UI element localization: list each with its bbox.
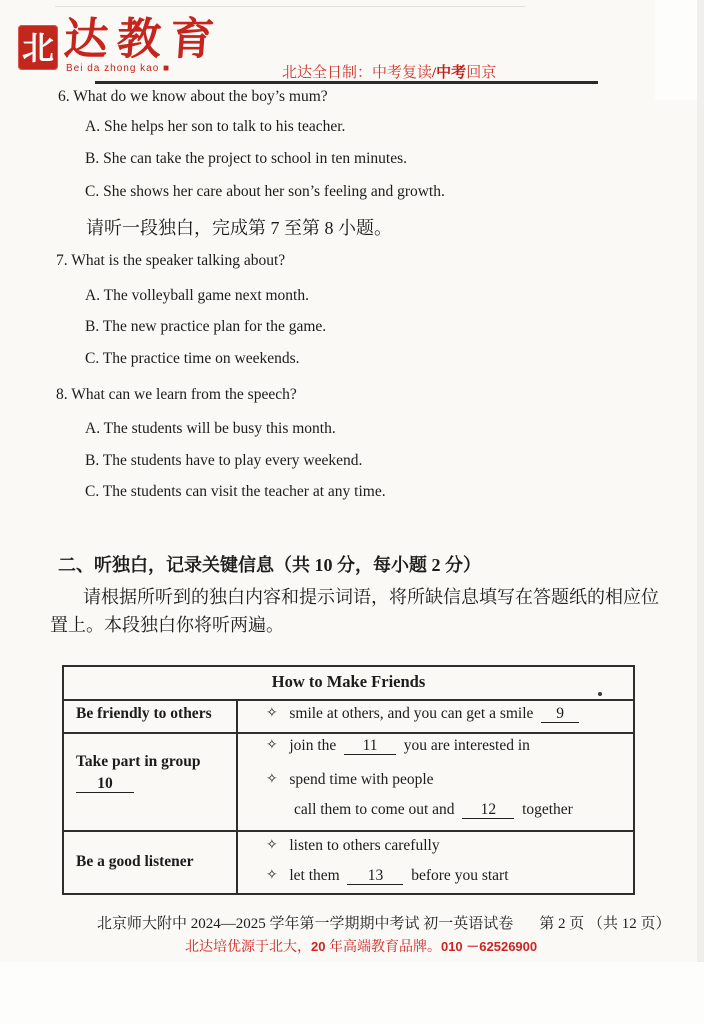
footer-promo-text2: 年高端教育品牌。 — [325, 940, 441, 955]
question-6-text: What do we know about the boy’s mum? — [73, 88, 328, 105]
table-rule-3 — [64, 830, 633, 832]
section-two-title: 二、听独白，记录关键信息（共 10 分，每小题 2 分） — [58, 555, 481, 575]
question-8 — [56, 386, 297, 404]
table-rule-1 — [64, 699, 633, 701]
table-row3-line2 — [266, 867, 509, 885]
question-7-option-c: C. The practice time on weekends. — [85, 350, 300, 367]
scan-corner-top-right — [655, 0, 697, 100]
table-column-divider — [236, 699, 238, 893]
section-two-instruction-line1: 请根据所听到的独白内容和提示词语，将所缺信息填写在答题纸的相应位 — [83, 587, 659, 607]
logo-brand-text: 达教育 — [62, 15, 225, 64]
footer-promo-bold1: 20 — [311, 939, 326, 954]
footer-phone-number: 010 －62526900 — [440, 939, 538, 954]
question-6-option-a: A. She helps her son to talk to his teacher. — [85, 118, 346, 135]
diamond-bullet-icon: ✧ — [266, 737, 278, 753]
question-6 — [58, 88, 328, 106]
how-to-make-friends-table — [62, 665, 635, 895]
footer-exam-info: 北京师大附中 2024—2025 学年第一学期期中考试 初一英语试卷 — [97, 916, 514, 932]
header-slogan — [282, 61, 496, 82]
question-8-number: 8. — [56, 386, 68, 403]
question-7-text: What is the speaker talking about? — [71, 252, 286, 269]
table-row3-left: Be a good listener — [76, 853, 194, 870]
footer-exam-line — [97, 912, 671, 933]
slogan-text-tail: 回京 — [466, 65, 497, 81]
table-row2-line1-post: you are interested in — [403, 737, 530, 754]
question-7-number: 7. — [56, 252, 68, 269]
diamond-bullet-icon: ✧ — [266, 867, 278, 883]
section-two-instruction-line2: 置上。本段独白你将听两遍。 — [50, 615, 284, 635]
table-title: How to Make Friends — [271, 672, 426, 691]
question-6-option-c: C. She shows her care about her son’s feeling and growth. — [85, 183, 445, 200]
scan-line-top — [55, 6, 525, 7]
diamond-bullet-icon: ✧ — [266, 705, 278, 721]
blank-9: 9 — [541, 705, 579, 723]
footer-promo-text1: 北达培优源于北大， — [185, 940, 311, 955]
question-7-option-b: B. The new practice plan for the game. — [85, 318, 327, 335]
table-row2-line1-pre: join the — [289, 737, 337, 754]
table-row2-line2-text: spend time with people — [289, 771, 434, 788]
scan-strip-bottom — [0, 962, 704, 1024]
table-row1-line1 — [266, 705, 579, 723]
logo-seal-char: 北 — [21, 29, 54, 66]
question-8-option-b: B. The students have to play every weekend. — [85, 452, 363, 469]
diamond-bullet-icon: ✧ — [266, 837, 278, 853]
footer-page-info: 第 2 页 （共 12 页） — [539, 916, 671, 932]
scan-edge-right — [697, 0, 704, 1024]
blank-10: 10 — [76, 775, 134, 793]
question-8-text: What can we learn from the speech? — [71, 386, 297, 403]
table-row2-line3-post: together — [522, 801, 573, 818]
diamond-bullet-icon: ✧ — [266, 771, 278, 787]
table-row2-left: Take part in group — [76, 753, 201, 770]
question-8-option-a: A. The students will be busy this month. — [85, 420, 336, 437]
table-row2-line1 — [266, 737, 530, 755]
table-row2-line2 — [266, 771, 434, 789]
blank-12: 12 — [462, 801, 514, 819]
listening-note: 请听一段独白，完成第 7 至第 8 小题。 — [86, 218, 392, 238]
header-rule — [95, 81, 598, 84]
slogan-bold-text: /中考 — [432, 65, 467, 81]
table-row3-line2-pre: let them — [289, 867, 340, 884]
blank-13: 13 — [347, 867, 403, 885]
table-rule-2 — [64, 732, 633, 734]
footer-promo-line — [185, 936, 537, 956]
table-row3-line2-post: before you start — [411, 867, 509, 884]
blank-11: 11 — [344, 737, 396, 755]
table-row2-left-blank-wrap — [76, 775, 134, 793]
table-row3-line1-text: listen to others carefully — [289, 837, 440, 854]
table-row1-left: Be friendly to others — [76, 705, 212, 722]
question-7 — [56, 252, 285, 270]
question-6-option-b: B. She can take the project to school in ten minutes. — [85, 150, 407, 167]
question-6-number: 6. — [58, 88, 70, 105]
question-7-option-a: A. The volleyball game next month. — [85, 287, 309, 304]
question-8-option-c: C. The students can visit the teacher at any time. — [85, 483, 386, 500]
table-row3-line1 — [266, 837, 440, 855]
slogan-text: 北达全日制：中考复读 — [282, 65, 433, 81]
table-row2-line3-pre: call them to come out and — [294, 801, 455, 818]
logo-subtitle: Bei da zhong kao ■ — [66, 63, 171, 74]
table-row1-line1-text: smile at others, and you can get a smile — [289, 705, 534, 722]
logo-seal — [18, 25, 58, 70]
table-row2-line3 — [294, 801, 573, 819]
